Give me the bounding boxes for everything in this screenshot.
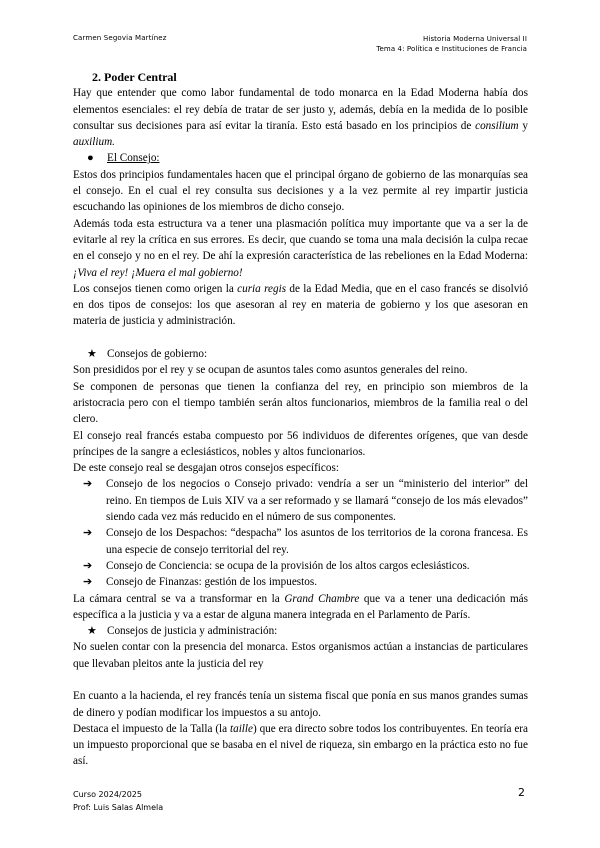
header-author: Carmen Segovia Martínez (73, 34, 167, 42)
term-auxilium: auxilium. (73, 136, 115, 149)
footer-course: Curso 2024/2025 (73, 790, 142, 799)
subheading-consejos-justicia: ★ Consejos de justicia y administración: (73, 623, 528, 639)
paragraph-critica: Además toda esta estructura va a tener una plasmación política muy importante que va a ser la de evitarle al rey la crítica en sus errores. Es decir, que cuando se toma una mala decisión la culpa recae en el consejo y no en el rey. De ahí la expresión característica de las rebeliones en la Edad Moderna: ¡Viva el rey! ¡Muera el mal gobierno! (73, 217, 528, 279)
term-curia-regis: curia regis (237, 282, 287, 295)
paragraph-curia-regis: Los consejos tienen como origen la curia regis de la Edad Media, que en el caso francés se disolvió en dos tipos de consejos: los que asesoran al rey en materia de gobierno y los que asesoran en materia de justicia y administración. (73, 282, 528, 328)
bullet-dot-icon: ● (87, 152, 94, 165)
header-info (376, 34, 527, 54)
star-bullet-icon: ★ (87, 348, 98, 361)
paragraph-consejo-real: El consejo real francés estaba compuesto por 56 individuos de diferentes orígenes, que van desde príncipes de la sangre a eclesiásticos, nobles y altos funcionarios. (73, 429, 528, 458)
document-body (73, 69, 528, 770)
arrow-right-icon: ➔ (83, 478, 93, 491)
paragraph-presididos: Son presididos por el rey y se ocupan de asuntos tales como asuntos generales del reino. (73, 364, 468, 377)
quote-viva-el-rey: ¡Viva el rey! ¡Muera el mal gobierno! (73, 266, 243, 279)
subheading-el-consejo: ● El Consejo: (73, 150, 528, 166)
arrow-right-icon: ➔ (83, 527, 93, 540)
paragraph-talla: Destaca el impuesto de la Talla (la taille) que era directo sobre todos los contribuyentes. En teoría era un impuesto proporcional que se basaba en el nivel de riqueza, sin embargo en la práctica esto no fue así. (73, 722, 528, 768)
paragraph-grand-chambre: La cámara central se va a transformar en la Grand Chambre que va a tener una dedicación más específica a la justicia y va a estar de alguna manera integrada en el Parlamento de París. (73, 592, 528, 621)
term-taille: taille (230, 722, 253, 735)
paragraph-consejo-principal: Estos dos principios fundamentales hacen que el principal órgano de gobierno de las monarquías sea el consejo. En el cual el rey consulta sus decisiones y a la vez permite al rey impartir justicia escuchando las opiniones de los miembros de dicho consejo. (73, 168, 528, 214)
list-item-consejo-conciencia: ➔ Consejo de Conciencia: se ocupa de la provisión de los altos cargos eclesiásticos. (73, 558, 528, 574)
subheading-consejos-gobierno: ★ Consejos de gobierno: (73, 346, 528, 362)
term-grand-chambre: Grand Chambre (284, 592, 360, 605)
list-item-consejo-despachos: ➔ Consejo de los Despachos: “despacha” los asuntos de los territorios de la corona francesa. Es una especie de consejo territorial del rey. (83, 527, 528, 556)
list-item-consejo-negocios: ➔ Consejo de los negocios o Consejo privado: vendría a ser un “ministerio del interior” del reino. En tiempos de Luis XIV va a ser reformado y se llamará “consejo de los más elevados” siendo cada vez más reducido en el número de sus componentes. (83, 478, 528, 524)
paragraph-desgajan: De este consejo real se desgajan otros consejos específicos: (73, 462, 339, 475)
paragraph-hacienda: En cuanto a la hacienda, el rey francés tenía un sistema fiscal que ponía en sus manos grandes sumas de dinero y podían modificar los impuestos a su antojo. (73, 690, 528, 719)
arrow-right-icon: ➔ (83, 559, 93, 572)
header-topic: Tema 4: Política e Instituciones de Francia (376, 45, 527, 53)
spacer (73, 330, 528, 346)
intro-paragraph: Hay que entender que como labor fundamental de todo monarca en la Edad Moderna había dos elementos esenciales: el rey debía de tratar de ser justo y, además, debía en la medida de lo posible consultar sus decisiones para así evitar la tiranía. Esto está basado en los principios de consilium y auxilium. (73, 87, 528, 149)
footer (73, 788, 163, 814)
page-number: 2 (518, 786, 525, 799)
footer-professor: Prof: Luis Salas Almela (73, 803, 164, 812)
header-course-title: Historia Moderna Universal II (423, 35, 527, 43)
arrow-right-icon: ➔ (83, 576, 93, 589)
spacer (73, 672, 528, 688)
term-consilium: consilium (475, 119, 519, 132)
list-item-consejo-finanzas: ➔ Consejo de Finanzas: gestión de los impuestos. (73, 574, 528, 590)
section-title: 2. Poder Central (92, 70, 177, 84)
paragraph-composicion: Se componen de personas que tienen la confianza del rey, en principio son miembros de la aristocracia pero con el tiempo también serán altos funcionarios, miembros de la familia real o del clero. (73, 380, 528, 426)
paragraph-no-monarca: No suelen contar con la presencia del monarca. Estos organismos actúan a instancias de particulares que llevaban pleitos ante la justicia del rey (73, 641, 528, 670)
star-bullet-icon: ★ (87, 625, 98, 638)
